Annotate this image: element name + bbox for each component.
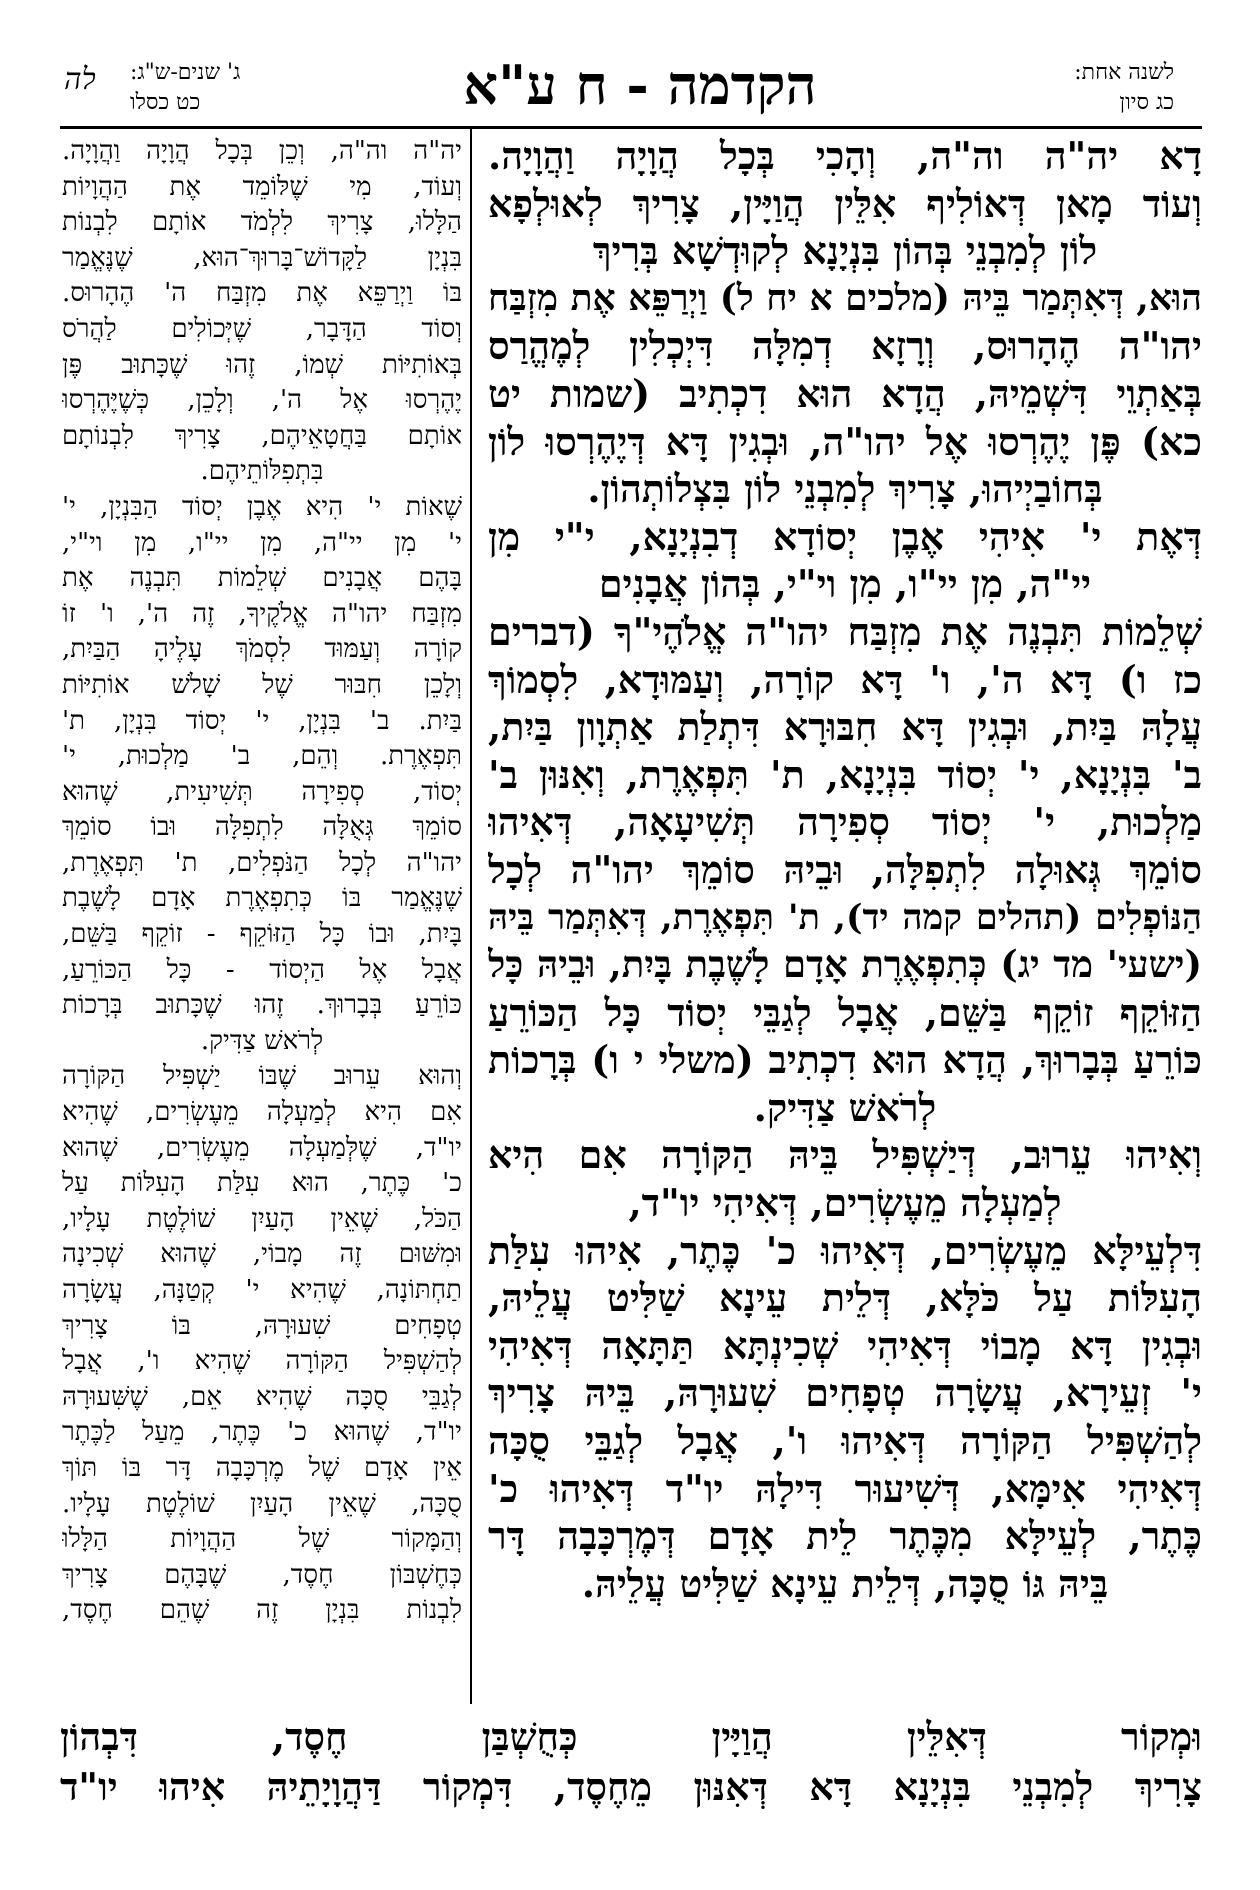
text-line: דָא יה"ה וה"ה, וְהָכִי בְּכָל הֲוָיָה וַהֲוָיָה. (488, 133, 1202, 178)
text-line: (ישעי' מד יג) כְּתִפְאֶרֶת אָדָם לָשֶׁבֶת בָּיִת, וּבֵיהּ כָּל (488, 942, 1202, 987)
text-line: דִּלְעֵילָּא מֵעֶשְׂרִים, דְּאִיהוּ כ' כֶּתֶר, אִיהוּ עִלַּת (488, 1227, 1202, 1273)
header-left (130, 58, 370, 128)
text-line: אוֹתָם בַּחֲטָאֵיהֶם, צָרִיךְ לִבְנוֹתָם (62, 420, 462, 451)
text-line: מִזְבַּח יהו"ה אֱלֹקֶיךָ, זֶה ה', ו' זוֹ (62, 598, 462, 629)
page-title: הקדמה - ח ע"א (463, 53, 817, 117)
text-line: לוֹן לְמִבְנֵי בְּהוֹן בִּנְיָנָא לְקוּדְשָׁא בְּרִיךְ (592, 228, 1098, 274)
text-line: בִּתְפִלּוֹתֵיהֶם. (200, 456, 324, 487)
text-line: דְּאִיהִי אִימָּא, דְּשִׁיעוּר דִּילָהּ יו"ד דְּאִיהוּ כ' (488, 1465, 1202, 1511)
text-line: י' זְעֵירָא, עֲשָׂרָה טְפָחִים שִׁעוּרָהּ, בֵּיהּ צָרִיךְ (488, 1370, 1202, 1416)
text-line: כְּחֶשְׁבּוֹן חֶסֶד, שֶׁבָּהֶם צָרִיךְ (62, 1559, 462, 1590)
text-line: יֶהֶרְסוּ אֶל ה', וְלָכֵן, כְּשֶׁיֶּהֶרְסוּ (62, 385, 462, 416)
text-line: וְאִיהוּ עֵרוּב, דְּיַשְׁפִּיל בֵּיהּ הַקּוֹרָה אִם הִיא (488, 1132, 1202, 1178)
text-line: יה"ה וה"ה, וְכֵן בְּכָל הֲוָיָה וַהֲוָיָה. (62, 136, 462, 166)
text-line: קוֹרָה וְעַמּוּד לִסְמֹךְ עָלֶיהָ הַבַּיִת, (62, 634, 462, 665)
text-line: וּמִשּׁוּם זֶה מָבוֹי, שֶׁהוּא שְׁכִינָה (62, 1239, 462, 1270)
text-line: וּמְקוֹר דְּאִלֵּין הֲוַיָּין כְּחֻשְׁבַּן חֶסֶד, דִּבְהוֹן (60, 1714, 1202, 1759)
text-line: יהו"ה לְכָל הַנֹּפְלִים, ת' תִּפְאֶרֶת, (62, 847, 462, 878)
header-study-cycle-label: לשנה אחת: (1074, 60, 1174, 85)
text-line: עֲלָהּ בַּיִת, וּבְגִין דָּא חִבּוּרָא דִּתְלַת אַתְוָון בַּיִת, (488, 704, 1202, 750)
header-three-year-cycle-label: ג' שנים-ש"ג: (130, 60, 241, 85)
text-line: תַחְתּוֹנָה, שֶׁהִיא י' קְטַנָּה, עֲשָׂרָה (62, 1275, 462, 1305)
bottom-text (60, 1712, 1202, 1812)
text-line: צָרִיךְ לְמִבְנֵי בִּנְיָנָא דָּא דְּאִנּוּן מֵחֶסֶד, דִּמְקוֹר דַּהֲוָיָתֵיהּ אִיהוּ יו"ד (60, 1764, 1202, 1809)
text-line: ב' בִּנְיָנָא, י' יְסוֹד בִּנְיָנָא, ת' תִּפְאֶרֶת, וְאִנּוּן ב' (488, 751, 1202, 797)
text-line: בַּיִת. ב' בִּנְיָן, י' יְסוֹד בִּנְיָן, ת' (62, 705, 462, 736)
text-line: שֶׁנֶּאֱמַר בּוֹ כְּתִפְאֶרֶת אָדָם לָשֶׁבֶת (62, 883, 462, 914)
text-line: בָּיִת, וּבוֹ כָּל הַזּוֹקֵף - זוֹקֵף בַּשֵּׁם, (62, 919, 462, 950)
text-line: לְהַשְׁפִּיל הַקּוֹרָה שֶׁהִיא ו', אֲבָל (62, 1346, 462, 1377)
header-three-year-date: כט כסלו (130, 90, 201, 115)
text-line: טְפָחִים שִׁעוּרָהּ, בּוֹ צָרִיךְ (62, 1310, 462, 1341)
text-line: הַנּוֹפְלִים (תהלים קמה יד), ת' תִּפְאֶרֶת, דְּאִתְּמַר בֵּיהּ (488, 896, 1202, 938)
text-line: הָעִלּוֹת עַל כֹּלָּא, דְּלֵית עֵינָא שַׁלִּיט עֲלֵיהּ, (488, 1275, 1202, 1321)
text-line: בְּחוֹבַיְיהוּ, צָרִיךְ לְמִבְנֵי לוֹן בִּצְלוֹתְהוֹן. (587, 466, 1103, 512)
text-line: הַזּוֹקֵף זוֹקֵף בַּשֵּׁם, אֲבָל לְגַבֵּי יְסוֹד כָּל הַכּוֹרֵעַ (488, 989, 1202, 1035)
text-line: לְרֹאשׁ צַדִּיק. (200, 1025, 324, 1056)
text-line: בְּאוֹתִיּוֹת שְׁמוֹ, זֶהוּ שֶׁכָּתוּב פֶּן (62, 349, 462, 380)
header-study-date: כג סיון (1119, 90, 1174, 115)
text-line: סוֹמֵךְ גְּאֻלָּה לִתְפִלָּה וּבוֹ סוֹמֵךְ (62, 812, 462, 843)
text-line: שֶׁאוֹת י' הִיא אֶבֶן יְסוֹד הַבִּנְיָן, י' (62, 491, 462, 522)
text-line: דְּאֶת י' אִיהִי אֶבֶן יְסוֹדָא דְבִנְיָנָא, י"י מִן (488, 513, 1202, 559)
text-line: יו"ד, שֶׁלְּמַעְלָה מֵעֶשְׂרִים, שֶׁהוּא (62, 1132, 462, 1163)
text-line: בִּנְיָן לַקָּדוֹשׁ־בָּרוּךְ־הוּא, שֶׁנֶּאֱמַר (62, 242, 462, 273)
text-line: וְעוֹד מָאן דְּאוֹלִיף אִלֵּין הֲוַיָּין, צָרִיךְ לְאוּלְפָא (488, 180, 1202, 226)
text-line: כֶּתֶר, לְעֵילָּא מִכֶּתֶר לֵית אָדָם דְּמֶרְכָּבָה דָּר (488, 1513, 1202, 1559)
text-line: בּוֹ וַיְרַפֵּא אֶת מִזְבַּח ה' הֶהָרוּס. (62, 278, 462, 309)
text-line: יְסוֹד, סְפִירָה תְּשִׁיעִית, שֶׁהוּא (62, 776, 462, 807)
text-line: וְהוּא עֵרוּב שֶׁבּוֹ יַשְׁפִּיל הַקּוֹרָה (62, 1061, 462, 1092)
text-line: הוּא, דְּאִתְּמַר בֵּיהּ (מלכים א יח ל) וַיְרַפֵּא אֶת מִזְבַּח (488, 276, 1202, 319)
text-line: סֻכָּה, שֶׁאֵין הָעַיִן שׁוֹלֶטֶת עָלָיו. (62, 1488, 462, 1519)
text-line: אֵין אָדָם שֶׁל מֶרְכָּבָה דָּר בּוֹ תּוֹךְ (62, 1452, 462, 1483)
main-text-column (488, 132, 1202, 1607)
text-line: בֵּיהּ גּוֹ סֻכָּה, דְּלֵית עֵינָא שַׁלִּיט עֲלֵיהּ. (581, 1560, 1109, 1606)
commentary-column (62, 134, 462, 1629)
text-line: יו"ד, שֶׁהוּא כ' כֶּתֶר, מֵעַל לַכֶּתֶר (62, 1417, 462, 1448)
text-line: וְסוֹד הַדָּבָר, שֶׁיְּכוֹלִים לַהֲרֹס (62, 313, 462, 344)
text-line: לְרֹאשׁ צַדִּיק. (753, 1084, 937, 1130)
text-line: תִּפְאֶרֶת. וְהֵם, ב' מַלְכוּת, י' (62, 741, 462, 772)
text-line: כז ו) דָּא ה', ו' דָּא קוֹרָה, וְעַמּוּדָא, לִסְמוֹךְ (488, 656, 1202, 702)
text-line: שְׁלֵמוֹת תִּבְנֶה אֶת מִזְבַּח יהו"ה אֱלֹהֶי"ךָ (דברים (488, 608, 1202, 654)
text-line: אִם הִיא לְמַעְלָה מֵעֶשְׂרִים, שֶׁהִיא (62, 1097, 462, 1128)
text-line: לְגַבֵּי סֻכָּה שֶׁהִיא אֵם, שֶׁשִּׁעוּרָהּ (62, 1381, 462, 1412)
text-line: וּבְגִין דָּא מָבוֹי דְּאִיהִי שְׁכִינְתָּא תַּתָּאָה דְּאִיהִי (488, 1322, 1202, 1368)
text-line: לְהַשְׁפִּיל הַקּוֹרָה דְּאִיהוּ ו', אֲבָל לְגַבֵּי סֻכָּה (488, 1418, 1202, 1464)
text-line: לִבְנוֹת בִּנְיָן זֶה שֶׁהֵם חֶסֶד, (62, 1595, 462, 1626)
text-line: הַלָּלוּ, צָרִיךְ לִלְמֹד אוֹתָם לִבְנוֹת (62, 207, 462, 238)
text-line: כּוֹרֵעַ בְּבָרוּךְ. זֶהוּ שֶׁכָּתוּב בְּרָכוֹת (62, 990, 462, 1021)
text-line: סוֹמֵךְ גְּאוּלָה לִתְפִלָּה, וּבֵיהּ סוֹמֵךְ יהו"ה לְכָל (488, 846, 1202, 892)
text-line: וְהַמָּקוֹר שֶׁל הַהֲוָיוֹת הַלָּלוּ (62, 1524, 462, 1555)
text-line: לְמַעְלָה מֵעֶשְׂרִים, דְּאִיהִי יו"ד, (628, 1180, 1062, 1226)
header-right (914, 58, 1174, 128)
text-line: אֲבָל אֶל הַיְסוֹד - כָּל הַכּוֹרֵעַ, (62, 954, 462, 985)
text-line: וְלָכֵן חִבּוּר שֶׁל שָׁלֹשׁ אוֹתִיּוֹת (62, 669, 462, 700)
text-line: יהו"ה הֶהָרוּס, וְרָזָא דְמִלָּה דִּיְכְלִין לְמֶהֱרַס (488, 323, 1202, 369)
text-line: יי"ה, מִן יי"ו, מִן וי"י, בְּהוֹן אֲבָנִים (598, 561, 1092, 607)
folio-number: לה (64, 62, 96, 97)
header-rule (60, 126, 1202, 129)
text-line: בְּאַתְוֵי דִּשְׁמֵיהּ, הֲדָא הוּא דִכְתִיב (שמות יט (488, 370, 1202, 416)
text-line: מַלְכוּת, י' יְסוֹד סְפִירָה תְּשִׁיעָאָה, דְּאִיהוּ (488, 799, 1202, 845)
text-line: כ' כֶּתֶר, הוּא עִלַּת הָעִלּוֹת עַל (62, 1168, 462, 1199)
text-line: וְעוֹד, מִי שֶׁלּוֹמֵד אֶת הַהֲוָיוֹת (62, 171, 462, 202)
text-line: כּוֹרֵעַ בְּבָרוּךְ, הֲדָא הוּא דִכְתִיב (משלי י ו) בְּרָכוֹת (488, 1037, 1202, 1083)
text-line: כא) פֶּן יֶהֶרְסוּ אֶל יהו"ה, וּבְגִין דָּא דְּיֶהֶרְסוּ לוֹן (488, 418, 1202, 464)
text-line: הַכֹּל, שֶׁאֵין הָעַיִן שׁוֹלֶטֶת עָלָיו, (62, 1203, 462, 1234)
text-line: י' מִן יי"ה, מִן יי"ו, מִן וי"י, (62, 527, 462, 558)
text-line: בָּהֶם אֲבָנִים שְׁלֵמוֹת תִּבְנֶה אֶת (62, 563, 462, 594)
column-divider (470, 126, 472, 1704)
